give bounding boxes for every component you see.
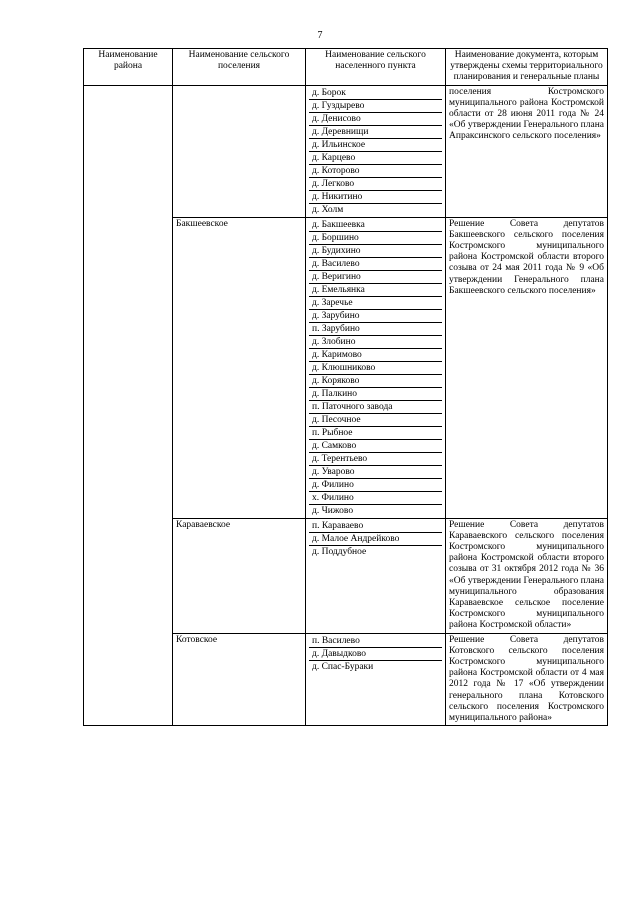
locality-item: п. Паточного завода: [309, 401, 442, 414]
locality-list: [309, 635, 442, 673]
locality-item: д. Филино: [309, 479, 442, 492]
locality-item: д. Палкино: [309, 388, 442, 401]
locality-item: д. Самково: [309, 440, 442, 453]
locality-item: д. Карцево: [309, 152, 442, 165]
locality-item: д. Злобино: [309, 336, 442, 349]
locality-cell: [306, 85, 446, 217]
locality-item: д. Малое Андрейково: [309, 533, 442, 546]
document-cell: Решение Совета депутатов Котовского сельского поселения Костромского муниципального района Костромской области от 4 мая 2012 года № 17 «Об утверждении генерального плана Котовского сельского поселения Костромского муниципального района»: [446, 633, 608, 726]
locality-item: д. Никитино: [309, 191, 442, 204]
locality-item: д. Песочное: [309, 414, 442, 427]
locality-cell: [306, 518, 446, 633]
locality-item: д. Ильинское: [309, 139, 442, 152]
locality-item: д. Будихино: [309, 245, 442, 258]
locality-item: д. Которово: [309, 165, 442, 178]
locality-list: [309, 219, 442, 517]
table-row: [84, 85, 608, 217]
document-cell: поселения Костромского муниципального района Костромской области от 28 июня 2011 года № 24 «Об утверждении Генерального плана Апраксинского сельского поселения»: [446, 85, 608, 217]
settlement-cell: Караваевское: [173, 518, 306, 633]
locality-item: х. Филино: [309, 492, 442, 505]
settlements-table: [83, 48, 608, 726]
locality-item: д. Емельянка: [309, 284, 442, 297]
page-number: 7: [317, 30, 323, 41]
locality-item: д. Уварово: [309, 466, 442, 479]
locality-item: д. Деревнищи: [309, 126, 442, 139]
locality-list: [309, 87, 442, 216]
locality-item: д. Поддубное: [312, 546, 367, 557]
locality-item: д. Терентьево: [309, 453, 442, 466]
settlement-cell: [173, 85, 306, 217]
locality-item: д. Зарубино: [309, 310, 442, 323]
locality-item: д. Чижово: [312, 505, 354, 516]
locality-item: п. Зарубино: [309, 323, 442, 336]
locality-item: д. Василево: [309, 258, 442, 271]
locality-item: д. Холм: [312, 204, 344, 215]
locality-item: д. Заречье: [309, 297, 442, 310]
settlement-cell: Бакшеевское: [173, 217, 306, 518]
document-cell: Решение Совета депутатов Бакшеевского сельского поселения Костромского муниципального района Костромской области второго созыва от 24 мая 2011 года № 9 «Об утверждении Генерального плана Бакшеевского сельского поселения»: [446, 217, 608, 518]
locality-item: д. Клюшниково: [309, 362, 442, 375]
locality-item: д. Каримово: [309, 349, 442, 362]
locality-item: д. Легково: [309, 178, 442, 191]
locality-item: д. Коряково: [309, 375, 442, 388]
table-header-row: [84, 49, 608, 86]
header-rural-settlement: Наименование сельского поселения: [173, 49, 306, 86]
header-document: Наименование документа, которым утверждены схемы территориального планирования и генеральные планы: [446, 49, 608, 86]
locality-item: д. Борок: [309, 87, 442, 100]
locality-item: п. Василево: [309, 635, 442, 648]
locality-list: [309, 520, 442, 558]
district-cell: [84, 85, 173, 726]
locality-item: д. Боршино: [309, 232, 442, 245]
locality-item: д. Спас-Бураки: [312, 661, 374, 672]
locality-item: д. Гуздырево: [309, 100, 442, 113]
locality-item: д. Давыдково: [309, 648, 442, 661]
locality-item: д. Веригино: [309, 271, 442, 284]
locality-cell: [306, 633, 446, 726]
locality-cell: [306, 217, 446, 518]
locality-item: п. Рыбное: [309, 427, 442, 440]
locality-item: д. Бакшеевка: [309, 219, 442, 232]
header-locality: Наименование сельского населенного пункта: [306, 49, 446, 86]
locality-item: д. Денисово: [309, 113, 442, 126]
settlement-cell: Котовское: [173, 633, 306, 726]
document-cell: Решение Совета депутатов Караваевского сельского поселения Костромского муниципального района Костромской области второго созыва от 31 октября 2012 года № 36 «Об утверждении Генерального плана муниципального образования Караваевское сельское поселение Костромского муниципального района Костромской области»: [446, 518, 608, 633]
header-district: Наименование района: [84, 49, 173, 86]
locality-item: п. Караваево: [309, 520, 442, 533]
